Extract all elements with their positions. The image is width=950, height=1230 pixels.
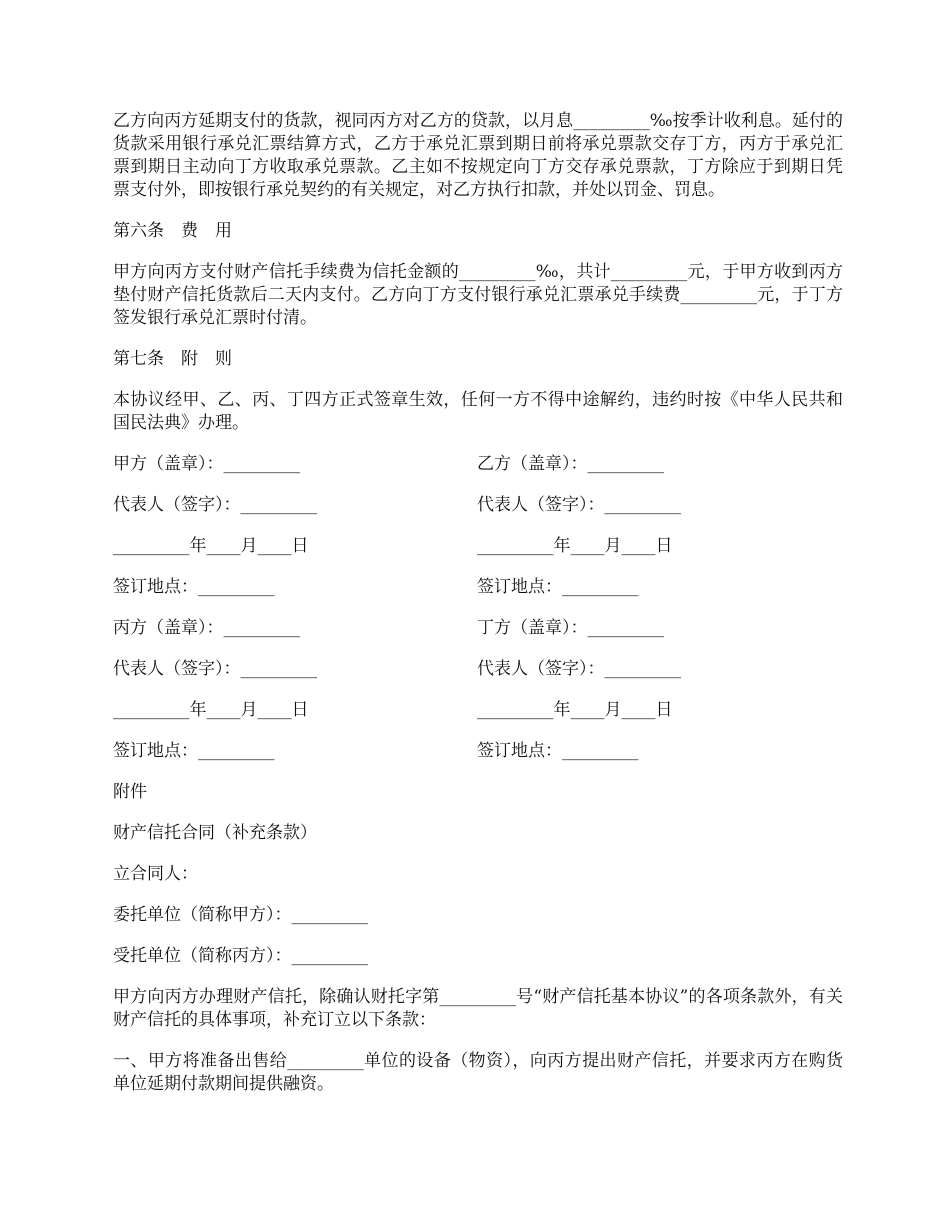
paragraph-supplement: 甲方向丙方办理财产信托，除确认财托字第_________号“财产信托基本协议”的各项条款外，有关财产信托的具体事项，补充订立以下条款： [113,987,843,1030]
party-a-place: 签订地点：_________ [113,577,275,597]
party-b-seal: 乙方（盖章）：_________ [477,454,664,474]
party-c-place: 签订地点：_________ [113,741,275,761]
signature-row-party [113,453,843,476]
signature-row-date-2 [113,699,843,722]
party-a-representative: 代表人（签字）：_________ [113,495,317,515]
party-a-seal: 甲方（盖章）：_________ [113,454,300,474]
party-c-seal: 丙方（盖章）：_________ [113,618,300,638]
contracting-parties-label: 立合同人： [113,864,198,884]
attachment-title: 财产信托合同（补充条款） [113,823,317,843]
signature-row-party-2 [113,617,843,640]
party-d-representative: 代表人（签字）：_________ [477,659,681,679]
document-page [113,110,843,1096]
signature-row-place [113,576,843,599]
party-b-place: 签订地点：_________ [477,577,639,597]
trustee-unit: 受托单位（简称丙方）：_________ [113,946,368,966]
signature-row-place-2 [113,740,843,763]
signature-row-rep [113,494,843,517]
party-b-representative: 代表人（签字）：_________ [477,495,681,515]
party-b-date: _________年____月____日 [477,536,673,556]
paragraph-interest: 乙方向丙方延期支付的货款，视同丙方对乙方的贷款，以月息_________‰按季计收利息。延付的货款采用银行承兑汇票结算方式，乙方于承兑汇票到期日前将承兑票款交存丁方，丙方于承兑汇票到期日主动向丁方收取承兑票款。乙主如不按规定向丁方交存承兑票款，丁方除应于到期日凭票支付外，即按银行承兑契约的有关规定，对乙方执行扣款，并处以罚金、罚息。 [113,111,843,200]
party-d-seal: 丁方（盖章）：_________ [477,618,664,638]
party-c-date: _________年____月____日 [113,700,309,720]
paragraph-fees: 甲方向丙方支付财产信托手续费为信托金额的_________‰，共计_________元，于甲方收到丙方垫付财产信托货款后二天内支付。乙方向丁方支付银行承兑汇票承兑手续费_________元，于丁方签发银行承兑汇票时付清。 [113,262,843,328]
heading-article-7: 第七条 附 则 [113,349,232,369]
attachment-label: 附件 [113,782,147,802]
principal-unit: 委托单位（简称甲方）：_________ [113,905,368,925]
signature-row-rep-2 [113,658,843,681]
signature-row-date [113,535,843,558]
party-d-date: _________年____月____日 [477,700,673,720]
party-d-place: 签订地点：_________ [477,741,639,761]
paragraph-clause-1: 一、甲方将准备出售给_________单位的设备（物资），向丙方提出财产信托，并要求丙方在购货单位延期付款期间提供融资。 [113,1051,843,1094]
heading-article-6: 第六条 费 用 [113,221,232,241]
party-a-date: _________年____月____日 [113,536,309,556]
party-c-representative: 代表人（签字）：_________ [113,659,317,679]
paragraph-effect: 本协议经甲、乙、丙、丁四方正式签章生效，任何一方不得中途解约，违约时按《中华人民共和国民法典》办理。 [113,390,843,433]
